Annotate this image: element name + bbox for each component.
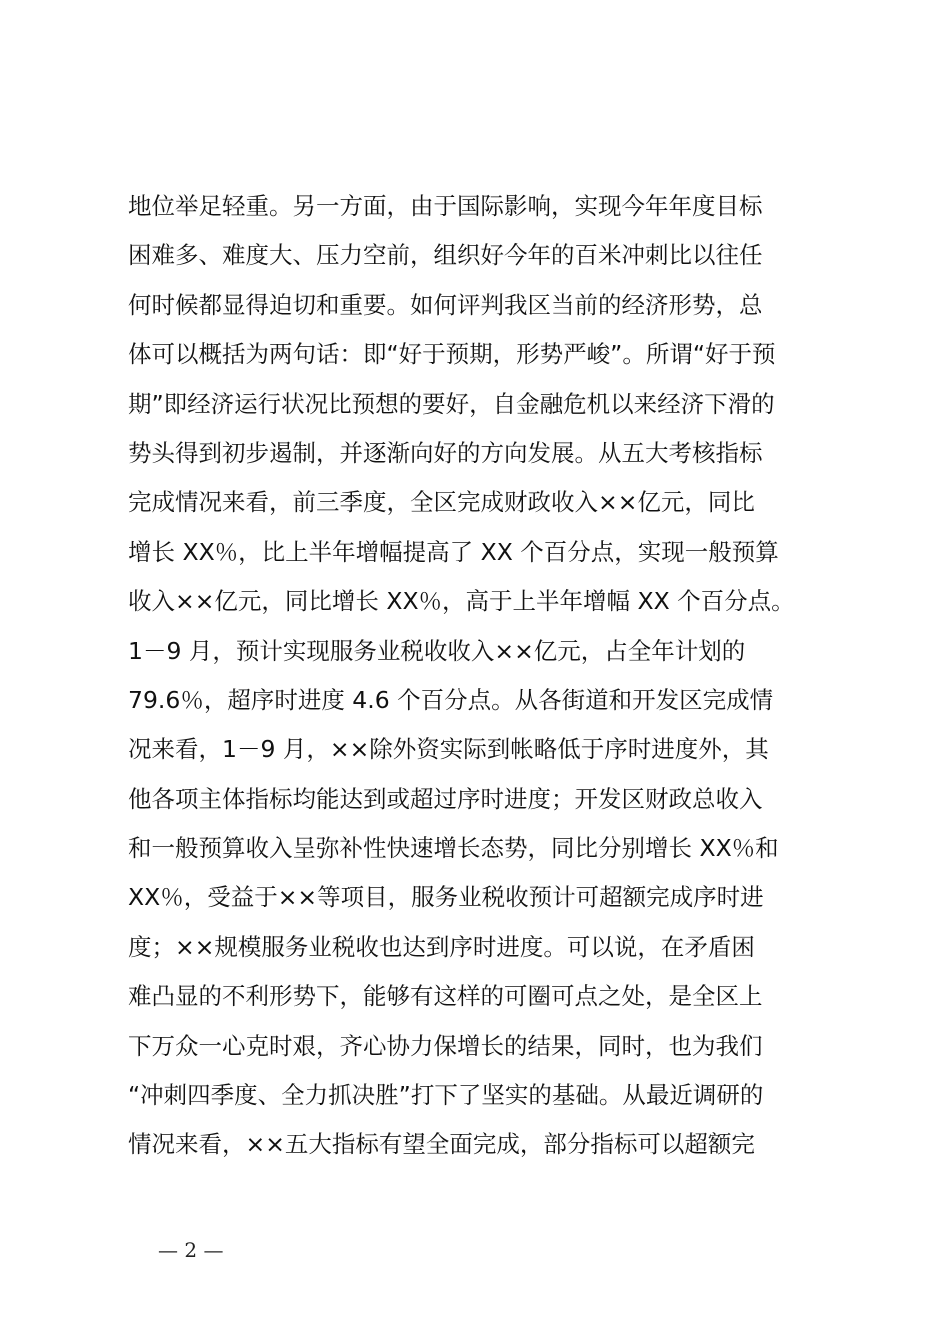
text-line: 79.6％，超序时进度 4.6 个百分点。从各街道和开发区完成情 bbox=[128, 685, 774, 714]
text-line: 增长 XX％，比上半年增幅提高了 XX 个百分点，实现一般预算 bbox=[128, 537, 779, 566]
text-line: 下万众一心克时艰，齐心协力保增长的结果，同时，也为我们 bbox=[128, 1031, 763, 1060]
text-line: XX％，受益于××等项目，服务业税收预计可超额完成序时进 bbox=[128, 883, 764, 912]
page-number: — 2 — bbox=[158, 1238, 224, 1262]
text-line: “冲刺四季度、全力抓决胜”打下了坚实的基础。从最近调研的 bbox=[128, 1081, 764, 1110]
text-line: 困难多、难度大、压力空前，组织好今年的百米冲刺比以往任 bbox=[128, 241, 763, 270]
text-line: 势头得到初步遏制，并逐渐向好的方向发展。从五大考核指标 bbox=[128, 438, 763, 467]
text-line: 况来看，1－9 月，××除外资实际到帐略低于序时进度外，其 bbox=[128, 735, 769, 764]
text-line: 体可以概括为两句话：即“好于预期，形势严峻”。所谓“好于预 bbox=[128, 340, 776, 369]
text-line: 收入××亿元，同比增长 XX％，高于上半年增幅 XX 个百分点。 bbox=[128, 587, 795, 616]
text-line: 地位举足轻重。另一方面，由于国际影响，实现今年年度目标 bbox=[128, 192, 763, 220]
text-line: 1－9 月，预计实现服务业税收收入××亿元，占全年计划的 bbox=[128, 636, 746, 665]
text-line: 度；××规模服务业税收也达到序时进度。可以说，在矛盾困 bbox=[128, 932, 755, 961]
body-text bbox=[128, 182, 848, 1170]
text-line: 何时候都显得迫切和重要。如何评判我区当前的经济形势，总 bbox=[128, 290, 763, 319]
text-line: 情况来看，××五大指标有望全面完成，部分指标可以超额完 bbox=[128, 1130, 755, 1159]
text-line: 期”即经济运行状况比预想的要好，自金融危机以来经济下滑的 bbox=[128, 389, 775, 418]
text-line: 完成情况来看，前三季度，全区完成财政收入××亿元，同比 bbox=[128, 488, 755, 517]
text-line: 和一般预算收入呈弥补性快速增长态势，同比分别增长 XX％和 bbox=[128, 834, 779, 863]
text-line: 难凸显的不利形势下，能够有这样的可圈可点之处，是全区上 bbox=[128, 982, 763, 1011]
text-line: 他各项主体指标均能达到或超过序时进度；开发区财政总收入 bbox=[128, 784, 763, 813]
